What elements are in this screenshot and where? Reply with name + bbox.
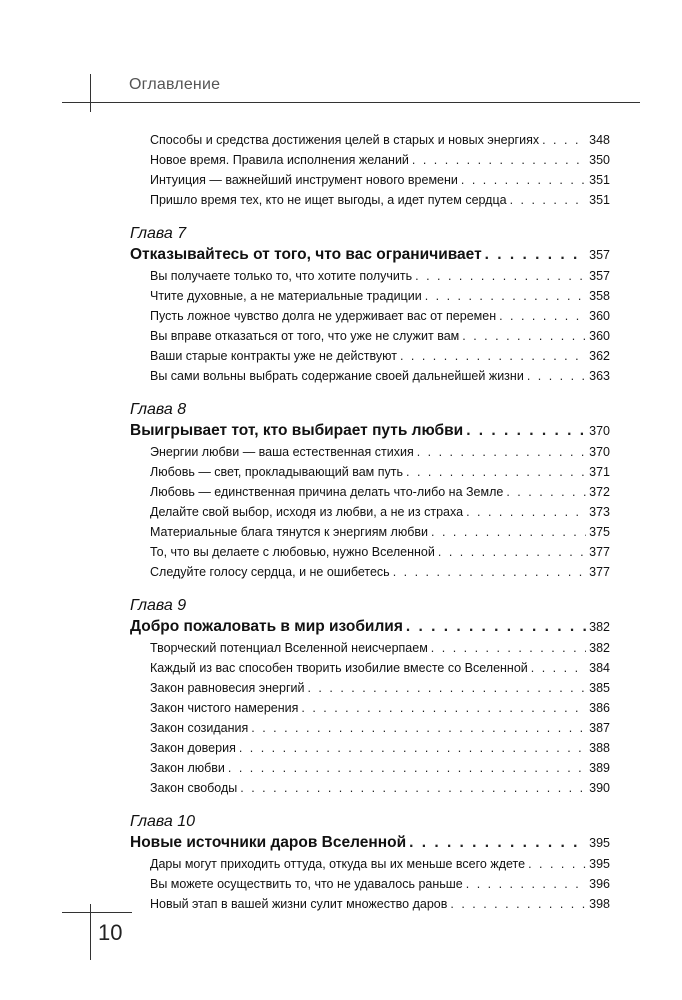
entry-title: Ваши старые контракты уже не действуют	[150, 349, 397, 363]
entry-page-number: 351	[589, 173, 610, 187]
leader-dots	[417, 442, 586, 462]
toc-entry	[130, 638, 610, 658]
leader-dots	[251, 718, 586, 738]
toc-entry	[130, 854, 610, 874]
entry-page-number: 388	[589, 741, 610, 755]
toc-entry	[130, 678, 610, 698]
leader-dots	[531, 658, 586, 678]
footer-rule	[62, 912, 132, 913]
toc-entry	[130, 286, 610, 306]
entry-page-number: 363	[589, 369, 610, 383]
leader-dots	[466, 874, 586, 894]
entry-title: Выигрывает тот, кто выбирает путь любви	[130, 422, 464, 439]
entry-title: Новое время. Правила исполнения желаний	[150, 153, 409, 167]
margin-rule-vertical-bottom	[90, 904, 91, 960]
toc-entry	[130, 266, 610, 286]
entry-title: Энергии любви — ваша естественная стихия	[150, 445, 414, 459]
entry-page-number: 362	[589, 349, 610, 363]
entry-title: Пришло время тех, кто не ищет выгоды, а идет путем сердца	[150, 193, 507, 207]
chapter-label: Глава 10	[130, 813, 196, 830]
leader-dots	[415, 266, 586, 286]
leader-dots	[528, 854, 586, 874]
chapter-block	[130, 224, 610, 386]
entry-page-number: 395	[589, 836, 610, 850]
leader-dots	[406, 616, 586, 638]
entry-page-number: 351	[589, 193, 610, 207]
toc-entry	[130, 542, 610, 562]
entry-page-number: 389	[589, 761, 610, 775]
entry-title: То, что вы делаете с любовью, нужно Вселенной	[150, 545, 435, 559]
toc-entry	[130, 874, 610, 894]
entry-page-number: 357	[589, 269, 610, 283]
entry-page-number: 398	[589, 897, 610, 911]
toc-entry	[130, 366, 610, 386]
leader-dots	[461, 170, 586, 190]
entry-page-number: 357	[589, 248, 610, 262]
chapter-label: Глава 9	[130, 597, 187, 614]
entry-page-number: 375	[589, 525, 610, 539]
entry-title: Чтите духовные, а не материальные традиции	[150, 289, 422, 303]
toc-entry	[130, 462, 610, 482]
toc-entry	[130, 658, 610, 678]
entry-title: Добро пожаловать в мир изобилия	[130, 618, 403, 635]
entry-title: Интуиция — важнейший инструмент нового времени	[150, 173, 458, 187]
toc-entry	[130, 190, 610, 210]
entry-page-number: 371	[589, 465, 610, 479]
entry-title: Закон созидания	[150, 721, 249, 735]
entry-title: Вы можете осуществить то, что не удавалось раньше	[150, 877, 463, 891]
toc-entry	[130, 170, 610, 190]
entry-title: Новые источники даров Вселенной	[130, 834, 407, 851]
entry-page-number: 385	[589, 681, 610, 695]
toc-entry	[130, 442, 610, 462]
entry-page-number: 373	[589, 505, 610, 519]
entry-title: Творческий потенциал Вселенной неисчерпаем	[150, 641, 428, 655]
leader-dots	[301, 698, 586, 718]
entry-page-number: 377	[589, 565, 610, 579]
toc-entry	[130, 150, 610, 170]
toc-entry	[130, 522, 610, 542]
toc-entry	[130, 130, 610, 150]
leader-dots	[506, 482, 586, 502]
leader-dots	[527, 366, 586, 386]
leader-dots	[431, 522, 586, 542]
entry-title: Любовь — свет, прокладывающий вам путь	[150, 465, 403, 479]
toc-entry	[130, 346, 610, 366]
leader-dots	[400, 346, 586, 366]
entry-page-number: 377	[589, 545, 610, 559]
leader-dots	[239, 738, 586, 758]
chapter-title-entry	[130, 616, 610, 638]
chapter-block	[130, 812, 610, 914]
leader-dots	[438, 542, 586, 562]
leader-dots	[240, 778, 586, 798]
entry-title: Вы получаете только то, что хотите получить	[150, 269, 413, 283]
toc-entry	[130, 738, 610, 758]
page-number: 10	[98, 920, 123, 945]
leader-dots	[462, 326, 586, 346]
entry-page-number: 348	[589, 133, 610, 147]
entry-title: Каждый из вас способен творить изобилие вместе со Вселенной	[150, 661, 528, 675]
leader-dots	[450, 894, 586, 914]
chapter-title-entry	[130, 832, 610, 854]
entry-page-number: 395	[589, 857, 610, 871]
entry-title: Следуйте голосу сердца, и не ошибетесь	[150, 565, 390, 579]
entry-title: Отказывайтесь от того, что вас ограничивает	[130, 246, 482, 263]
leader-dots	[307, 678, 586, 698]
entry-page-number: 390	[589, 781, 610, 795]
entry-title: Закон чистого намерения	[150, 701, 299, 715]
chapter-title-entry	[130, 420, 610, 442]
entry-title: Вы сами вольны выбрать содержание своей дальнейшей жизни	[150, 369, 524, 383]
toc-entry	[130, 306, 610, 326]
entry-page-number: 360	[589, 309, 610, 323]
leader-dots	[431, 638, 586, 658]
leader-dots	[542, 130, 586, 150]
toc-entry	[130, 502, 610, 522]
entry-page-number: 387	[589, 721, 610, 735]
intro-entries	[130, 130, 610, 210]
leader-dots	[510, 190, 587, 210]
entry-page-number: 384	[589, 661, 610, 675]
toc-entry	[130, 778, 610, 798]
leader-dots	[425, 286, 586, 306]
chapter-block	[130, 400, 610, 582]
leader-dots	[406, 462, 586, 482]
toc-entry	[130, 482, 610, 502]
entry-title: Новый этап в вашей жизни сулит множество даров	[150, 897, 448, 911]
entry-title: Пусть ложное чувство долга не удерживает вас от перемен	[150, 309, 497, 323]
entry-title: Делайте свой выбор, исходя из любви, а не из страха	[150, 505, 464, 519]
leader-dots	[466, 420, 586, 442]
chapter-label: Глава 7	[130, 225, 187, 242]
entry-page-number: 372	[589, 485, 610, 499]
toc-entry	[130, 894, 610, 914]
entry-page-number: 396	[589, 877, 610, 891]
toc-entry	[130, 562, 610, 582]
entry-title: Любовь — единственная причина делать что-либо на Земле	[150, 485, 504, 499]
chapter-block	[130, 596, 610, 798]
leader-dots	[393, 562, 586, 582]
table-of-contents	[130, 130, 610, 914]
running-head: Оглавление	[129, 76, 221, 93]
toc-entry	[130, 718, 610, 738]
margin-rule-vertical-top	[90, 74, 91, 112]
entry-page-number: 358	[589, 289, 610, 303]
leader-dots	[228, 758, 586, 778]
entry-title: Закон любви	[150, 761, 225, 775]
entry-title: Способы и средства достижения целей в старых и новых энергиях	[150, 133, 540, 147]
entry-title: Дары могут приходить оттуда, откуда вы их меньше всего ждете	[150, 857, 526, 871]
leader-dots	[499, 306, 586, 326]
chapter-label: Глава 8	[130, 401, 187, 418]
leader-dots	[485, 244, 586, 266]
leader-dots	[409, 832, 586, 854]
entry-page-number: 360	[589, 329, 610, 343]
chapters-list	[130, 224, 610, 914]
leader-dots	[412, 150, 586, 170]
entry-title: Материальные блага тянутся к энергиям любви	[150, 525, 429, 539]
entry-title: Закон равновесия энергий	[150, 681, 305, 695]
chapter-title-entry	[130, 244, 610, 266]
entry-page-number: 370	[589, 445, 610, 459]
entry-page-number: 382	[589, 620, 610, 634]
toc-entry	[130, 326, 610, 346]
leader-dots	[466, 502, 586, 522]
header-rule	[62, 102, 640, 103]
entry-title: Закон свободы	[150, 781, 238, 795]
entry-title: Вы вправе отказаться от того, что уже не служит вам	[150, 329, 460, 343]
entry-page-number: 386	[589, 701, 610, 715]
toc-entry	[130, 758, 610, 778]
entry-title: Закон доверия	[150, 741, 236, 755]
entry-page-number: 370	[589, 424, 610, 438]
entry-page-number: 382	[589, 641, 610, 655]
entry-page-number: 350	[589, 153, 610, 167]
toc-entry	[130, 698, 610, 718]
